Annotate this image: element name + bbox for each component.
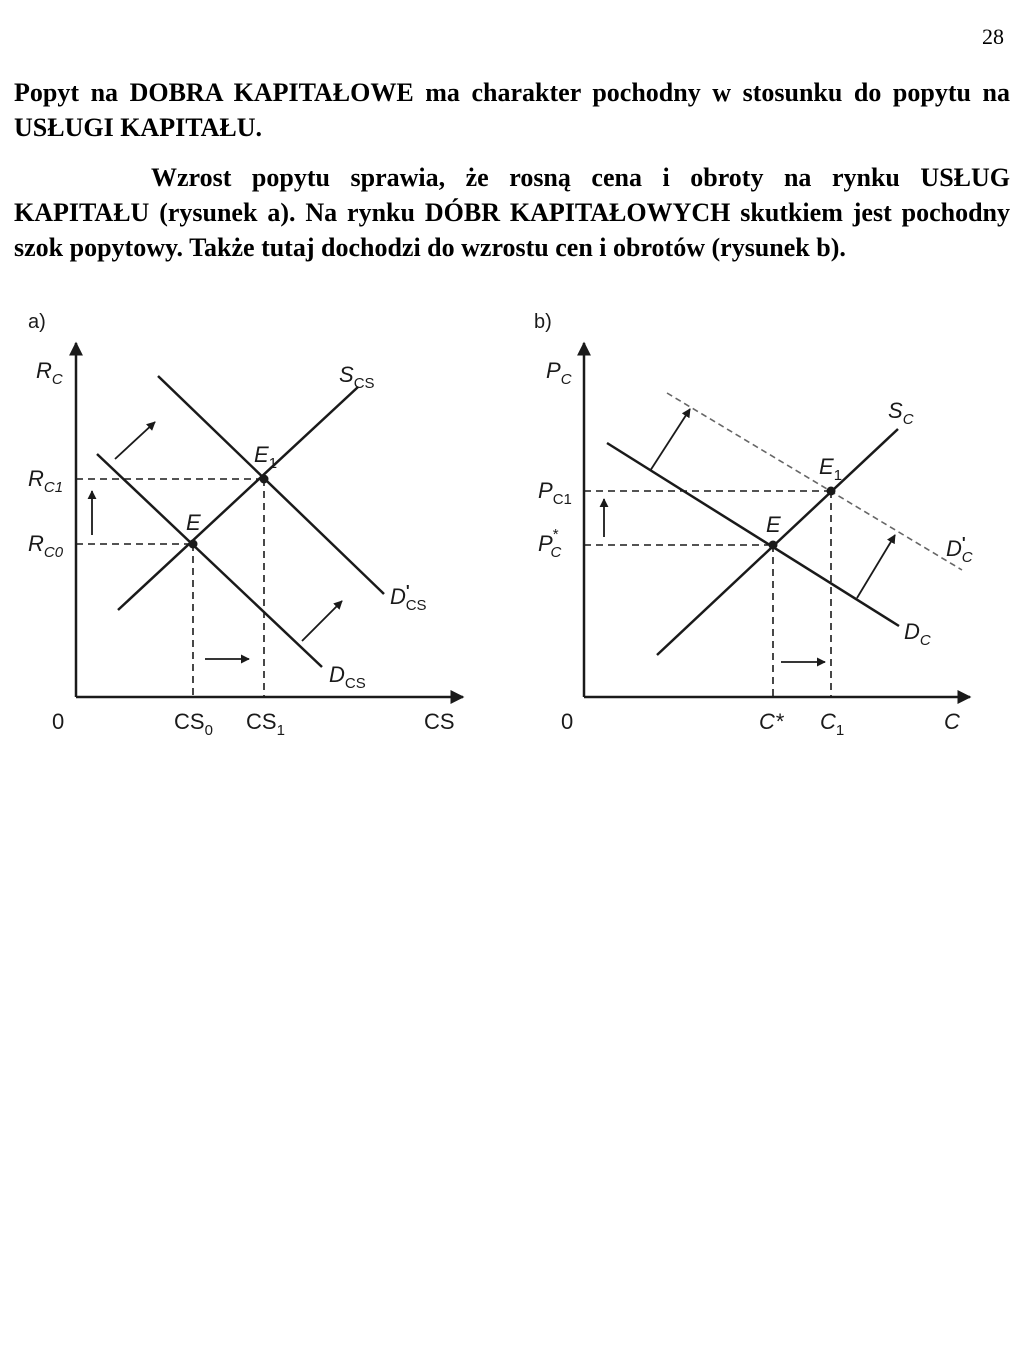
figure-a-equilibrium-e [189,540,198,549]
figure-a-tick-rc0: $R_{C0}$ [28,531,64,561]
figure-a-supply-curve [118,387,358,610]
figure-a-label-e: E [186,510,201,535]
figure-a-tick-cs1: $CS_1$ [246,709,285,739]
figure-b-supply-label: $S_C$ [888,398,914,428]
figure-a-label: a) [28,311,46,333]
figure-a-demand-shifted-label: D' CS [390,583,427,614]
figure-a-tick-rc1: $R_{C1}$ [28,466,64,496]
figure-b-shift-arrow-lower [857,535,895,598]
paragraph-1: Popyt na DOBRA KAPITAŁOWE ma charakter pochodny w stosunku do popytu na USŁUGI KAPITAŁU. [14,78,1010,142]
figure-a-demand-label: $D_{CS}$ [329,662,366,692]
figure-b-y-axis-label: $P_C$ [546,358,572,388]
figure-a-tick-cs0: $CS_0$ [174,709,213,739]
figure-b-equilibrium-e1 [827,487,836,496]
figure-b-demand-shifted-label: D' C [946,535,973,566]
figure [0,300,1024,750]
figure-b-shift-arrow-upper [650,409,690,471]
figure-a-demand-curve [97,454,322,667]
figure-b [534,311,973,739]
paragraph-2: Wzrost popytu sprawia, że rosną cena i obroty na rynku USŁUG KAPITAŁU (rysunek a). Na rynku DÓBR KAPITAŁOWYCH skutkiem jest pochodny szok popytowy. Także tutaj dochodzi do wzrostu cen i obrotów (rysunek b). [14,163,1010,262]
figure-a-equilibrium-e1 [260,475,269,484]
figure-b-tick-c1: $C_1$ [820,709,845,739]
figure-b-demand-label: $D_C$ [904,619,931,649]
figure-b-supply-curve [657,429,898,655]
figure-b-label-e1: $E_1$ [819,454,843,484]
figure-a-origin: 0 [52,709,65,734]
figure-a-demand-shifted-curve [158,376,384,594]
figure-a [28,311,463,739]
figure-a-y-axis-label: $R_C$ [36,358,63,388]
figure-b-demand-shifted-curve [667,393,962,570]
figure-b-tick-pc-star: P* C [538,526,562,561]
figure-a-shift-arrow-lower [302,601,342,641]
figure-b-label: b) [534,311,552,333]
figure-b-x-axis-label: C [944,709,960,734]
figure-a-x-axis-label: CS [424,709,455,734]
figure-b-tick-pc1: $P_{C1}$ [538,478,572,508]
figure-b-label-e: E [766,512,781,537]
figure-a-label-e1: $E_1$ [254,442,278,472]
figure-b-equilibrium-e [769,541,778,550]
figure-a-shift-arrow-upper [115,422,155,459]
page-number: 28 [982,24,1004,49]
figure-b-origin: 0 [561,709,574,734]
figure-b-tick-c-star: C* [759,709,784,734]
figure-a-supply-label: $S_{CS}$ [339,362,375,392]
